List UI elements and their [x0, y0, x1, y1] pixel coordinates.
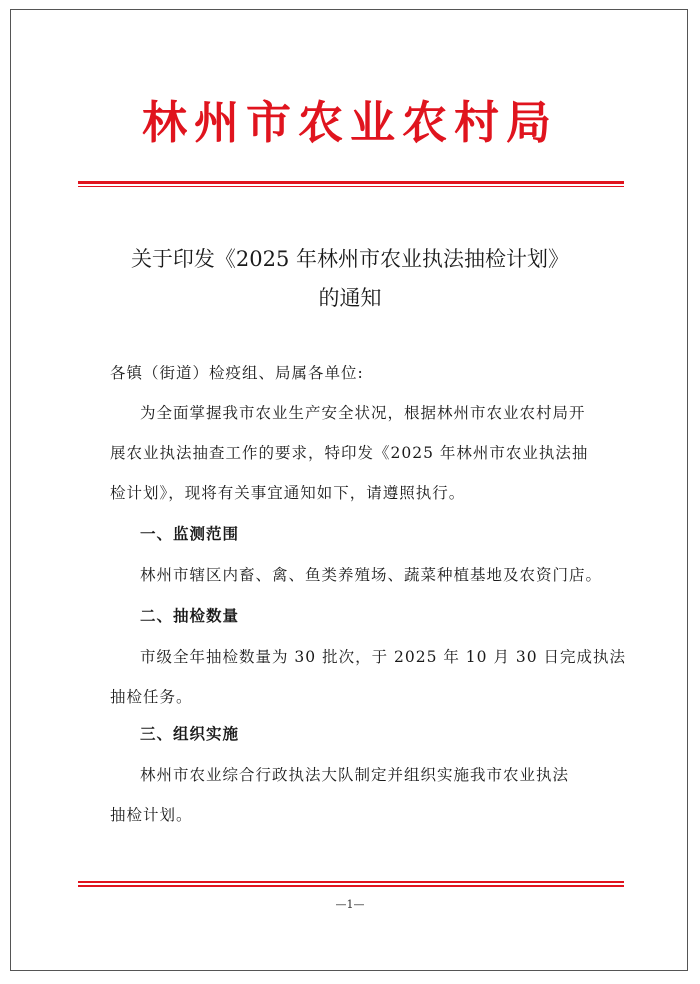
org-header-title: 林州市农业农村局: [141, 96, 558, 149]
section-2-line-2: 抽检任务。: [110, 688, 193, 706]
footer-red-rule: [78, 881, 624, 887]
section-3-line-2: 抽检计划。: [110, 806, 193, 824]
page-number: —1—: [335, 898, 365, 911]
section-heading-1: 一、监测范围: [140, 525, 240, 543]
section-heading-3: 三、组织实施: [140, 725, 240, 743]
header-red-rule: [78, 181, 624, 187]
section-3-line-1: 林州市农业综合行政执法大队制定并组织实施我市农业执法: [140, 766, 570, 784]
intro-line-3: 检计划》，现将有关事宜通知如下，请遵照执行。: [110, 484, 466, 502]
document-title-line-2: 的通知: [318, 286, 382, 310]
intro-line-2: 展农业执法抽查工作的要求，特印发《2025 年林州市农业执法抽: [110, 444, 589, 462]
section-heading-2: 二、抽检数量: [140, 607, 240, 625]
section-1-line-1: 林州市辖区内畜、禽、鱼类养殖场、蔬菜种植基地及农资门店。: [140, 566, 603, 584]
addressee: 各镇（街道）检疫组、局属各单位:: [110, 364, 364, 382]
section-2-line-1: 市级全年抽检数量为 30 批次，于 2025 年 10 月 30 日完成执法: [140, 648, 627, 666]
document-title-line-1: 关于印发《2025 年林州市农业执法抽检计划》: [130, 247, 570, 271]
intro-line-1: 为全面掌握我市农业生产安全状况，根据林州市农业农村局开: [140, 404, 586, 422]
